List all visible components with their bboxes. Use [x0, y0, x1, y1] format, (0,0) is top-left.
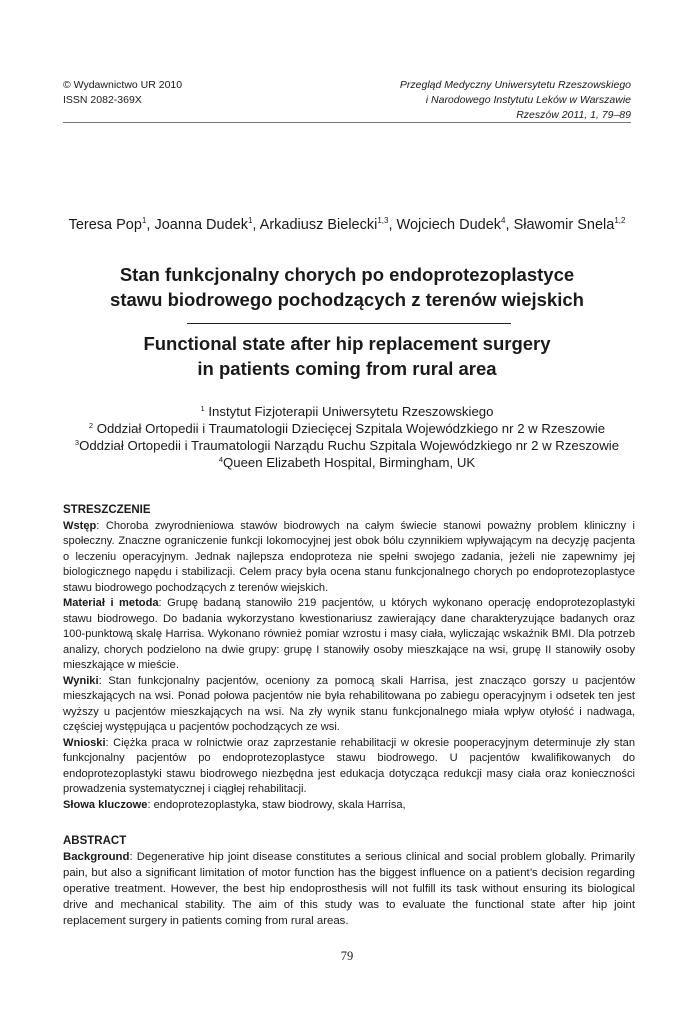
author-list: Teresa Pop$^1$, Joanna Dudek$^1$, Arkadiusz Bielecki$^{1,3}$, Wojciech Dudek$^4$, Sławomir Snela$^{1,2}$	[68, 216, 626, 233]
affiliation-mark: 4	[218, 455, 223, 464]
wnioski-label: Wnioski	[63, 736, 106, 749]
issn-line: ISSN 2082-369X	[63, 94, 142, 106]
title-english	[63, 331, 631, 381]
affiliation-mark: 2	[88, 421, 94, 430]
journal-issue-line: Rzeszów 2011, 1, 79–89	[516, 109, 631, 121]
author-name: Joanna Dudek	[154, 217, 248, 233]
title-english-line-1: Functional state after hip replacement surgery	[143, 333, 551, 354]
background-paragraph: Background: Degenerative hip joint disease constitutes a serious clinical and social problem globally. Primarily pain, but also a significant limitation of motor function has the biggest influence on a patient’s decision regarding operative treatment. However, the best hip endoprosthesis will not fulfill its task without ensuring its biological drive and mechanical stability. The aim of this study was to evaluate the functional state after hip joint replacement surgery in patients coming from rural areas.	[63, 851, 635, 927]
author-affiliation-mark: 4	[501, 216, 506, 225]
wstep-label: Wstęp	[63, 519, 97, 532]
keywords-paragraph: Słowa kluczowe: endoprotezoplastyka, staw biodrowy, skala Harrisa,	[63, 798, 406, 811]
affiliation-text: Queen Elizabeth Hospital, Birmingham, UK	[223, 455, 476, 470]
abstract-heading: ABSTRACT	[63, 835, 127, 847]
title-polish-line-1: Stan funkcjonalny chorych po endoprotezoplastyce	[119, 264, 575, 285]
material-text: Grupę badaną stanowiło 219 pacjentów, u których wykonano operację endoprotezoplastyki stawu biodrowego. Do badania wykorzystano kwestionariusz zawierający dane charakteryzujące badanych oraz 100-punktową skalę Harrisa. Wykonano również pomiar wzrostu i masy ciała, wyliczając wskaźnik BMI. Dla potrzeb analizy, chorych podzielono na dwie grupy: grupę I stanowiły osoby mieszkające na wsi, grupę II stanowiły osoby mieszkające w mieście.	[63, 597, 635, 671]
author-affiliation-mark: 1	[247, 216, 253, 225]
streszczenie-section	[63, 503, 635, 813]
publisher-line: © Wydawnictwo UR 2010	[63, 79, 183, 91]
author-affiliation-mark: 1,3	[377, 216, 389, 225]
wyniki-paragraph: Wyniki: Stan funkcjonalny pacjentów, oceniony za pomocą skali Harrisa, jest znacząco gorszy u pacjentów mieszkających na wsi. Ponad połowa pacjentów nie była rehabilitowana po zabiegu operacyjnym i odsetek ten jest wyższy u pacjentów mieszkających na wsi. Na zły wynik stanu funkcjonalnego miała wpływ otyłość i nadwaga, częściej występująca u pacjentów pochodzących ze wsi.	[63, 674, 635, 733]
affiliations	[63, 403, 631, 471]
page-number: 79	[340, 949, 354, 963]
title-english-line-2: in patients coming from rural area	[197, 358, 497, 379]
header-divider	[63, 122, 631, 123]
journal-publisher-info	[63, 78, 182, 108]
affiliation-item	[63, 403, 631, 420]
wyniki-label: Wyniki	[63, 674, 99, 687]
wstep-paragraph: Wstęp: Choroba zwyrodnieniowa stawów biodrowych na całym świecie stanowi poważny problem kliniczny i społeczny. Znaczne ograniczenie funkcji lokomocyjnej jest obok bólu czynnikiem wpływającym na decyzję pacjenta o leczeniu operacyjnym. Jednak najlepsza endoproteza nie spełni swojego zadania, jeżeli nie zapewnimy jej biologicznego napędu i stabilizacji. Celem pracy była ocena stanu funkcjonalnego chorych po endoprotezoplastyce stawu biodrowego pochodzących z terenów wiejskich.	[63, 519, 635, 594]
affiliation-item	[63, 454, 631, 471]
title-polish	[63, 262, 631, 312]
wstep-text: Choroba zwyrodnieniowa stawów biodrowych na całym świecie stanowi poważny problem kliniczny i społeczny. Znaczne ograniczenie funkcji lokomocyjnej jest obok bólu czynnikiem wpływającym na decyzję pacjenta o leczeniu operacyjnym. Jednak najlepsza endoproteza nie spełni swojego zadania, jeżeli nie zapewnimy jej biologicznego napędu i stabilizacji. Celem pracy była ocena stanu funkcjonalnego chorych po endoprotezoplastyce stawu biodrowego pochodzących z terenów wiejskich.	[63, 519, 635, 594]
wnioski-text: Ciężka praca w rolnictwie oraz zaprzestanie rehabilitacji w okresie pooperacyjnym determinuje zły stan funkcjonalny pacjentów po endoprotezoplastyce stawu biodrowego. U pacjentów kwalifikowanych do endoprotezoplastyki stawu biodrowego niezbędna jest edukacja dotycząca redukcji masy ciała oraz konieczności prowadzenia systematycznej i ciągłej rehabilitacji.	[63, 736, 635, 795]
affiliation-text: Oddział Ortopedii i Traumatologii Dziecięcej Szpitala Wojewódzkiego nr 2 w Rzeszowie	[96, 421, 606, 436]
keywords-label: Słowa kluczowe	[63, 798, 148, 811]
affiliation-text: Instytut Fizjoterapii Uniwersytetu Rzeszowskiego	[208, 404, 494, 419]
author-affiliation-mark: 1	[141, 216, 147, 225]
affiliation-item	[63, 437, 631, 454]
affiliation-mark: 3	[74, 438, 80, 447]
journal-name-line-2: i Narodowego Instytutu Leków w Warszawie	[425, 94, 631, 106]
affiliation-text: Oddział Ortopedii i Traumatologii Narządu Ruchu Szpitala Wojewódzkiego nr 2 w Rzeszowie	[79, 438, 620, 453]
author-affiliation-mark: 1,2	[614, 216, 626, 225]
wnioski-paragraph: Wnioski: Ciężka praca w rolnictwie oraz zaprzestanie rehabilitacji w okresie pooperacyjnym determinuje zły stan funkcjonalny pacjentów po endoprotezoplastyce stawu biodrowego. U pacjentów kwalifikowanych do endoprotezoplastyki stawu biodrowego niezbędna jest edukacja dotycząca redukcji masy ciała oraz konieczności prowadzenia systematycznej i ciągłej rehabilitacji.	[63, 736, 635, 795]
streszczenie-heading: STRESZCZENIE	[63, 504, 151, 516]
author-name: Wojciech Dudek	[396, 217, 502, 233]
background-text: Degenerative hip joint disease constitutes a serious clinical and social problem globally. Primarily pain, but also a significant limitation of motor function has the biggest influence on a patient’s decision regarding operative treatment. However, the best hip endoprosthesis will not fulfill its task without ensuring its biological drive and mechanical stability. The aim of this study was to evaluate the functional state after hip joint replacement surgery in patients coming from rural areas.	[63, 851, 635, 927]
background-label: Background	[63, 851, 130, 863]
author-name: Arkadiusz Bielecki	[259, 217, 378, 233]
affiliation-mark: 1	[200, 404, 205, 413]
journal-name-line-1: Przegląd Medyczny Uniwersytetu Rzeszowskiego	[399, 79, 631, 91]
author-name: Sławomir Snela	[513, 217, 615, 233]
wyniki-text: Stan funkcjonalny pacjentów, oceniony za pomocą skali Harrisa, jest znacząco gorszy u pacjentów mieszkających na wsi. Ponad połowa pacjentów nie była rehabilitowana po zabiegu operacyjnym i odsetek ten jest wyższy u pacjentów mieszkających na wsi. Na zły wynik stanu funkcjonalnego miała wpływ otyłość i nadwaga, częściej występująca u pacjentów pochodzących ze wsi.	[63, 674, 635, 733]
title-polish-line-2: stawu biodrowego pochodzących z terenów wiejskich	[110, 289, 584, 310]
title-divider	[187, 323, 511, 324]
material-label: Materiał i metoda	[63, 597, 159, 609]
author-name: Teresa Pop	[68, 217, 142, 233]
keywords-text: endoprotezoplastyka, staw biodrowy, skala Harrisa,	[153, 798, 406, 811]
abstract-section	[63, 833, 635, 929]
material-paragraph: Materiał i metoda: Grupę badaną stanowiło 219 pacjentów, u których wykonano operację endoprotezoplastyki stawu biodrowego. Do badania wykorzystano kwestionariusz zawierający dane charakteryzujące badanych oraz 100-punktową skalę Harrisa. Wykonano również pomiar wzrostu i masy ciała, wyliczając wskaźnik BMI. Dla potrzeb analizy, chorych podzielono na dwie grupy: grupę I stanowiły osoby mieszkające na wsi, grupę II stanowiły osoby mieszkające w mieście.	[63, 597, 635, 671]
journal-citation	[400, 78, 631, 123]
affiliation-item	[63, 420, 631, 437]
